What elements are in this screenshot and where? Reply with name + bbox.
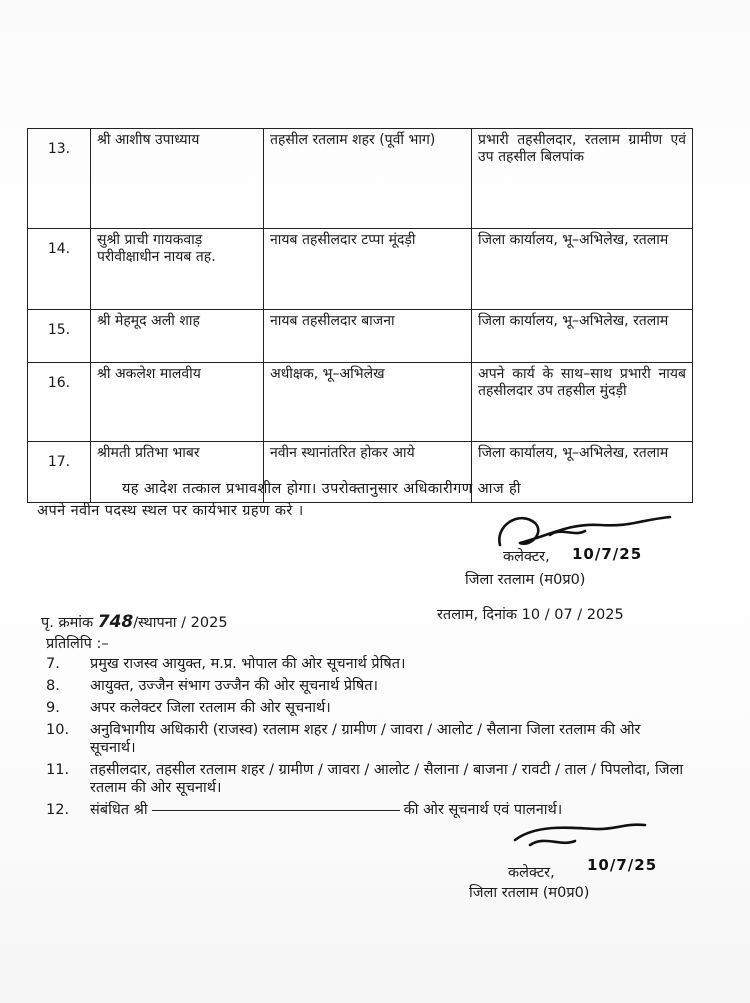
officer-name-cell: श्री अकलेश मालवीय [91, 363, 264, 442]
list-item-number: 10. [46, 722, 70, 738]
table-row [28, 310, 693, 363]
list-item [44, 655, 684, 673]
officer-name-cell: सुश्री प्राची गायकवाड़ परीवीक्षाधीन नायब तह. [91, 229, 264, 310]
list-item-text: प्रमुख राजस्व आयुक्त, म.प्र. भोपाल की ओर सूचनार्थ प्रेषित। [90, 656, 406, 672]
attachment-cell: प्रभारी तहसीलदार, रतलाम ग्रामीण एवं उप तहसील बिलपांक [472, 129, 693, 229]
table-row [28, 363, 693, 442]
posting-cell: नवीन स्थानांतरित होकर आये [264, 442, 472, 503]
reference-handwritten-number: 748 [97, 612, 134, 632]
table-row [28, 129, 693, 229]
blank-fill-line [152, 810, 400, 811]
copy-to-list [44, 655, 684, 823]
officer-posting-table [27, 128, 693, 503]
copy-to-heading: प्रतिलिपि :– [46, 636, 109, 652]
posting-cell: अधीक्षक, भू–अभिलेख [264, 363, 472, 442]
officer-name-cell: श्री मेहमूद अली शाह [91, 310, 264, 363]
item12-prefix: संबंधित श्री [90, 802, 148, 818]
list-item-number: 12. [46, 802, 70, 818]
serial-number-cell: 14. [28, 229, 91, 310]
place-and-date: रतलाम, दिनांक 10 / 07 / 2025 [437, 607, 624, 623]
reference-number [41, 612, 228, 632]
list-item [44, 761, 684, 797]
serial-number-cell: 13. [28, 129, 91, 229]
handwritten-date-2: 10/7/25 [587, 856, 658, 874]
serial-number-cell: 17. [28, 442, 91, 503]
list-item-number: 11. [46, 762, 70, 778]
order-text-line-1: यह आदेश तत्काल प्रभावशील होगा। उपरोक्तानुसार अधिकारीगण आज ही [122, 481, 521, 497]
attachment-cell: जिला कार्यालय, भू–अभिलेख, रतलाम [472, 442, 693, 503]
reference-prefix: पृ. क्रमांक [41, 615, 94, 631]
list-item [44, 699, 684, 717]
table-row [28, 229, 693, 310]
signature-designation-1: कलेक्टर, [503, 549, 550, 565]
posting-cell: नायब तहसीलदार टप्पा मूंदड़ी [264, 229, 472, 310]
list-item-text: अनुविभागीय अधिकारी (राजस्व) रतलाम शहर / ग्रामीण / जावरा / आलोट / सैलाना जिला रतलाम की ओर सूचनार्थ। [90, 722, 641, 756]
attachment-cell: जिला कार्यालय, भू–अभिलेख, रतलाम [472, 229, 693, 310]
list-item-number: 9. [46, 700, 60, 716]
signature-designation-2: कलेक्टर, [508, 865, 555, 881]
item12-suffix: की ओर सूचनार्थ एवं पालनार्थ। [403, 802, 563, 818]
list-item-text: आयुक्त, उज्जैन संभाग उज्जैन की ओर सूचनार्थ प्रेषित। [90, 678, 379, 694]
attachment-cell: जिला कार्यालय, भू–अभिलेख, रतलाम [472, 310, 693, 363]
signature-district-1: जिला रतलाम (म0प्र0) [465, 572, 586, 588]
list-item [44, 677, 684, 695]
attachment-cell: अपने कार्य के साथ–साथ प्रभारी नायब तहसीलदार उप तहसील मुंदड़ी [472, 363, 693, 442]
list-item [44, 721, 684, 757]
posting-cell: नायब तहसीलदार बाजना [264, 310, 472, 363]
order-text-line-2: अपने नवीन पदस्थ स्थल पर कार्यभार ग्रहण करे । [37, 503, 304, 519]
list-item-number: 7. [46, 656, 60, 672]
handwritten-date-1: 10/7/25 [572, 545, 643, 563]
posting-cell: तहसील रतलाम शहर (पूर्वी भाग) [264, 129, 472, 229]
serial-number-cell: 16. [28, 363, 91, 442]
signature-district-2: जिला रतलाम (म0प्र0) [469, 885, 590, 901]
list-item-number: 8. [46, 678, 60, 694]
reference-suffix: /स्थापना / 2025 [133, 615, 228, 631]
officer-name-cell: श्रीमती प्रतिभा भाबर [91, 442, 264, 503]
list-item-text: तहसीलदार, तहसील रतलाम शहर / ग्रामीण / जावरा / आलोट / सैलाना / बाजना / रावटी / ताल / पिपलोदा, जिला रतलाम की ओर सूचनार्थ। [90, 762, 684, 796]
list-item-text: अपर कलेक्टर जिला रतलाम की ओर सूचनार्थ। [90, 700, 331, 716]
serial-number-cell: 15. [28, 310, 91, 363]
officer-name-cell: श्री आशीष उपाध्याय [91, 129, 264, 229]
